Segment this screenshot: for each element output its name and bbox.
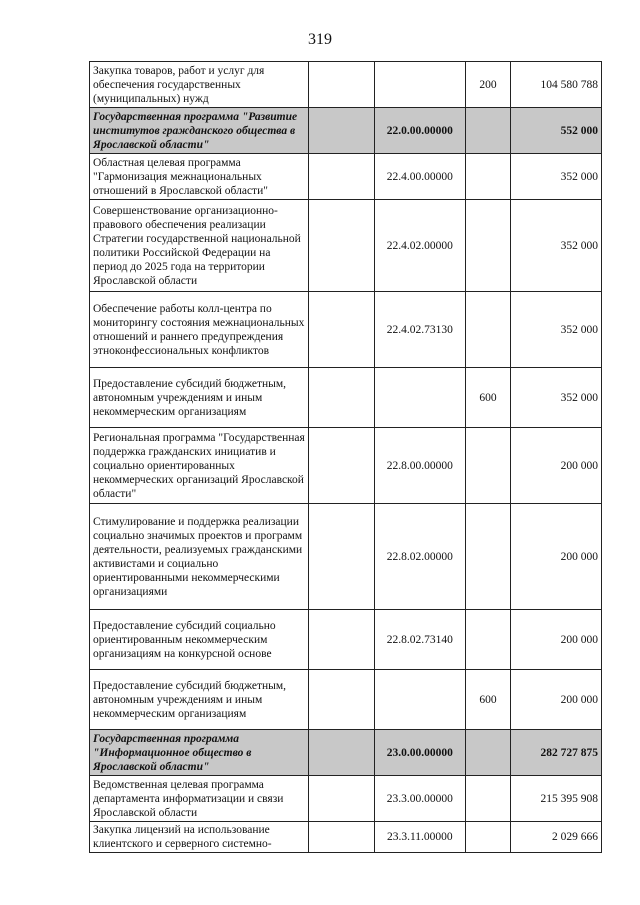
program-code: 22.0.00.00000 (375, 108, 466, 154)
table-row (90, 822, 602, 853)
row-name: Ведомственная целевая программа департамента информатизации и связи Ярославской области (90, 776, 309, 822)
budget-table (89, 61, 602, 853)
table-row (90, 504, 602, 610)
table-row (90, 200, 602, 292)
row-type: 600 (465, 368, 511, 428)
program-row (90, 730, 602, 776)
table-row (90, 776, 602, 822)
program-sum: 552 000 (511, 108, 602, 154)
row-sum: 352 000 (511, 154, 602, 200)
table-row (90, 62, 602, 108)
program-row (90, 108, 602, 154)
row-type (465, 610, 511, 670)
row-sum: 2 029 666 (511, 822, 602, 853)
row-code (375, 368, 466, 428)
row-name: Совершенствование организационно-правового обеспечения реализации Стратегии государственной национальной политики Российской Федерации на период до 2025 года на территории Ярославской области (90, 200, 309, 292)
row-code: 22.4.02.00000 (375, 200, 466, 292)
row-type: 600 (465, 670, 511, 730)
row-type (465, 504, 511, 610)
program-code: 23.0.00.00000 (375, 730, 466, 776)
row-name: Закупка лицензий на использование клиентского и серверного системно- (90, 822, 309, 853)
row-name: Предоставление субсидий бюджетным, автономным учреждениям и иным некоммерческим организациям (90, 670, 309, 730)
row-sum: 104 580 788 (511, 62, 602, 108)
row-type (465, 292, 511, 368)
table-row (90, 428, 602, 504)
row-code (375, 62, 466, 108)
program-sum: 282 727 875 (511, 730, 602, 776)
row-sum: 352 000 (511, 200, 602, 292)
page-number: 319 (308, 31, 332, 48)
table-row (90, 610, 602, 670)
row-code: 22.4.02.73130 (375, 292, 466, 368)
table-row (90, 368, 602, 428)
table-row (90, 292, 602, 368)
program-name: Государственная программа "Информационное общество в Ярославской области" (90, 730, 309, 776)
program-type (465, 108, 511, 154)
row-name: Закупка товаров, работ и услуг для обеспечения государственных (муниципальных) нужд (90, 62, 309, 108)
row-code: 22.8.02.73140 (375, 610, 466, 670)
row-code (375, 670, 466, 730)
row-type (465, 154, 511, 200)
row-name: Обеспечение работы колл-центра по мониторингу состояния межнациональных отношений и раннего предупреждения этноконфессиональных конфликтов (90, 292, 309, 368)
row-code: 23.3.00.00000 (375, 776, 466, 822)
row-sum: 200 000 (511, 504, 602, 610)
row-code: 22.4.00.00000 (375, 154, 466, 200)
row-type: 200 (465, 62, 511, 108)
row-name: Предоставление субсидий бюджетным, автономным учреждениям и иным некоммерческим организациям (90, 368, 309, 428)
row-code: 22.8.00.00000 (375, 428, 466, 504)
row-sum: 352 000 (511, 368, 602, 428)
program-type (465, 730, 511, 776)
row-code: 22.8.02.00000 (375, 504, 466, 610)
row-name: Стимулирование и поддержка реализации социально значимых проектов и программ деятельности, реализуемых гражданскими активистами и социально ориентированными некоммерческими организациями (90, 504, 309, 610)
row-name: Областная целевая программа "Гармонизация межнациональных отношений в Ярославской области" (90, 154, 309, 200)
row-name: Предоставление субсидий социально ориентированным некоммерческим организациям на конкурсной основе (90, 610, 309, 670)
row-type (465, 200, 511, 292)
row-type (465, 428, 511, 504)
row-code: 23.3.11.00000 (375, 822, 466, 853)
row-type (465, 822, 511, 853)
row-sum: 200 000 (511, 428, 602, 504)
row-type (465, 776, 511, 822)
row-name: Региональная программа "Государственная поддержка гражданских инициатив и социально ориентированных некоммерческих организаций Ярославской области" (90, 428, 309, 504)
row-sum: 200 000 (511, 610, 602, 670)
table-row (90, 154, 602, 200)
row-sum: 352 000 (511, 292, 602, 368)
table-row (90, 670, 602, 730)
row-sum: 215 395 908 (511, 776, 602, 822)
row-sum: 200 000 (511, 670, 602, 730)
program-name: Государственная программа "Развитие институтов гражданского общества в Ярославской области" (90, 108, 309, 154)
